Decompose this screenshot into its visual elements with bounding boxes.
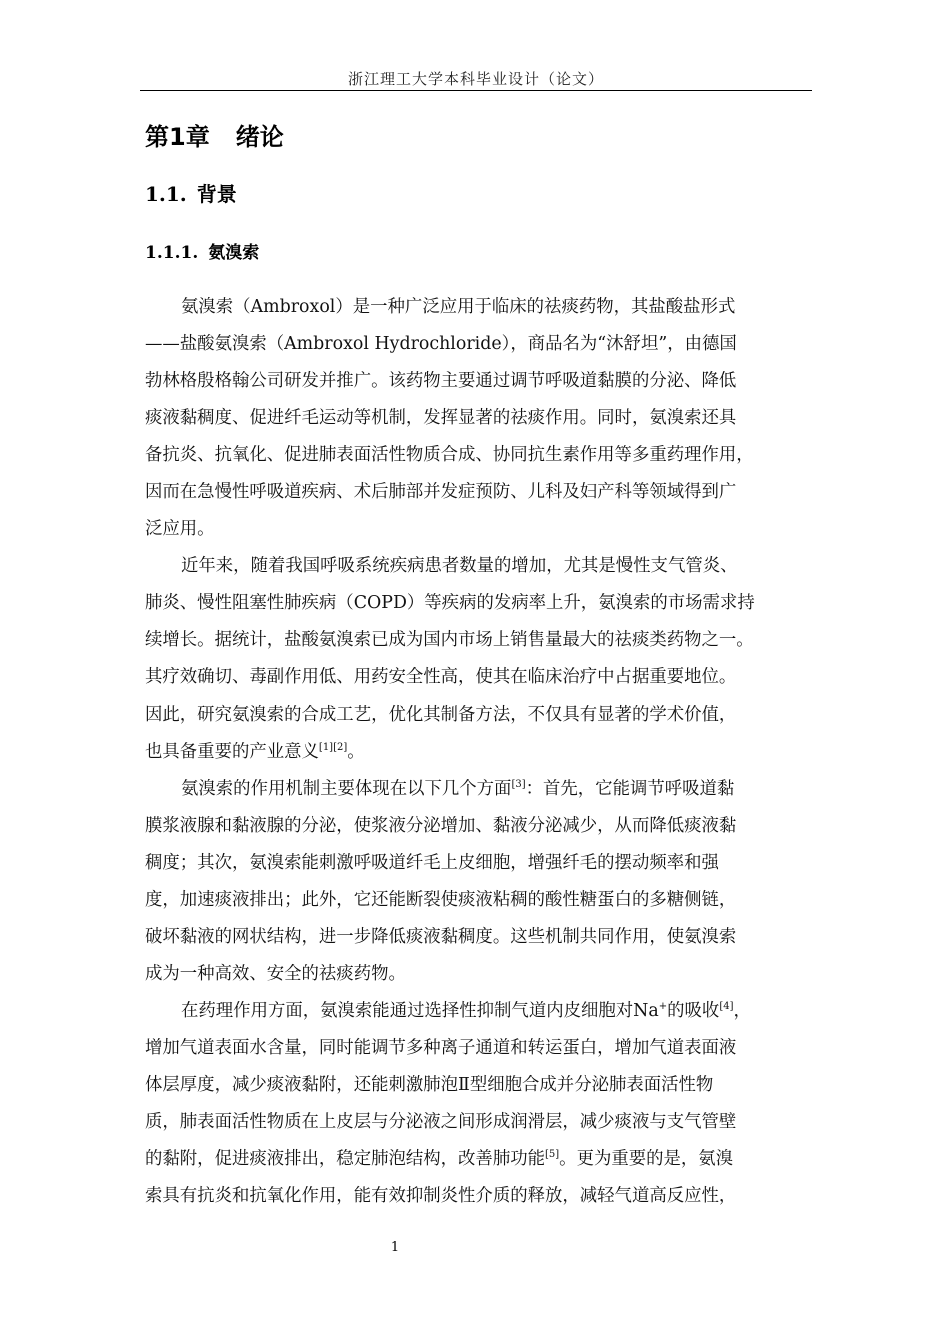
- subsection-title: 氨溴索: [208, 243, 260, 263]
- citation-ref: [5]: [545, 1149, 560, 1161]
- text-line: [145, 993, 817, 1030]
- running-header: 浙江理工大学本科毕业设计（论文）: [347, 70, 604, 88]
- text-line: 近年来，随着我国呼吸系统疾病患者数量的增加，尤其是慢性支气管炎、: [181, 556, 738, 577]
- chapter-heading: [145, 117, 284, 152]
- text-line: [145, 1141, 817, 1178]
- text-line: 体层厚度，减少痰液黏附，还能刺激肺泡Ⅱ型细胞合成并分泌肺表面活性物: [145, 1074, 714, 1095]
- citation-ref: [3]: [511, 778, 526, 790]
- text-line: 膜浆液腺和黏液腺的分泌，使浆液分泌增加、黏液分泌减少，从而降低痰液黏: [145, 815, 737, 836]
- text-line: 破坏黏液的网状结构，进一步降低痰液黏稠度。这些机制共同作用，使氨溴索: [145, 926, 737, 947]
- subsection-number: 1.1.1.: [145, 243, 199, 263]
- text-line: 成为一种高效、安全的祛痰药物。: [145, 963, 406, 984]
- text-line: 增加气道表面水含量，同时能调节多种离子通道和转运蛋白，增加气道表面液: [145, 1037, 737, 1058]
- text-run: 的吸收: [667, 1000, 720, 1021]
- header-divider: [140, 90, 812, 91]
- text-line: 肺炎、慢性阻塞性肺疾病（COPD）等疾病的发病率上升，氨溴索的市场需求持: [145, 593, 755, 614]
- chapter-title: 绪论: [235, 123, 284, 151]
- section-heading: [145, 178, 237, 207]
- text-run: 的黏附，促进痰液排出，稳定肺泡结构，改善肺功能: [145, 1149, 545, 1170]
- text-line: 其疗效确切、毒副作用低、用药安全性高，使其在临床治疗中占据重要地位。: [145, 667, 737, 688]
- text-line: 勃林格殷格翰公司研发并推广。该药物主要通过调节呼吸道黏膜的分泌、降低: [145, 371, 737, 392]
- text-line: 痰液黏稠度、促进纤毛运动等机制，发挥显著的祛痰作用。同时，氨溴索还具: [145, 408, 737, 429]
- text-line: 稠度；其次，氨溴索能刺激呼吸道纤毛上皮细胞，增强纤毛的摆动频率和强: [145, 852, 719, 873]
- text-line: 续增长。据统计，盐酸氨溴索已成为国内市场上销售量最大的祛痰类药物之一。: [145, 630, 754, 651]
- chapter-number: 第1章: [145, 123, 210, 151]
- text-run: 也具备重要的产业意义: [145, 741, 319, 762]
- superscript: +: [658, 1000, 668, 1012]
- text-line: ——盐酸氨溴索（Ambroxol Hydrochloride），商品名为“沐舒坦”，由德国: [145, 334, 737, 355]
- subsection-heading: [145, 238, 259, 263]
- text-line: 因而在急慢性呼吸道疾病、术后肺部并发症预防、儿科及妇产科等领域得到广: [145, 482, 737, 503]
- section-title: 背景: [196, 182, 237, 206]
- citation-ref: [4]: [719, 1000, 734, 1012]
- text-line: 质，肺表面活性物质在上皮层与分泌液之间形成润滑层，减少痰液与支气管壁: [145, 1112, 737, 1133]
- text-line: 索具有抗炎和抗氧化作用，能有效抑制炎性介质的释放，减轻气道高反应性，: [145, 1186, 737, 1207]
- section-number: 1.1.: [145, 182, 187, 206]
- text-run: 氨溴索的作用机制主要体现在以下几个方面: [181, 778, 512, 799]
- text-run: 在药理作用方面，氨溴索能通过选择性抑制气道内皮细胞对Na: [181, 1000, 659, 1021]
- text-run: 。更为重要的是，氨溴: [559, 1149, 734, 1170]
- text-line: 泛应用。: [145, 519, 215, 540]
- citation-ref: [1][2]: [318, 741, 348, 753]
- text-line: 氨溴索（Ambroxol）是一种广泛应用于临床的祛痰药物，其盐酸盐形式: [181, 297, 736, 317]
- text-line: 因此，研究氨溴索的合成工艺，优化其制备方法，不仅具有显著的学术价值，: [145, 704, 737, 725]
- text-line: [145, 771, 817, 808]
- page-number: 1: [390, 1240, 400, 1255]
- text-line: 度，加速痰液排出；此外，它还能断裂使痰液粘稠的酸性糖蛋白的多糖侧链，: [145, 889, 737, 910]
- text-run: ：首先，它能调节呼吸道黏: [525, 778, 735, 799]
- text-run: 。: [347, 741, 365, 762]
- text-line: 备抗炎、抗氧化、促进肺表面活性物质合成、协同抗生素作用等多重药理作用，: [145, 445, 754, 466]
- text-line: [145, 734, 817, 771]
- body-text: [145, 289, 817, 1215]
- text-run: ，: [733, 1000, 751, 1021]
